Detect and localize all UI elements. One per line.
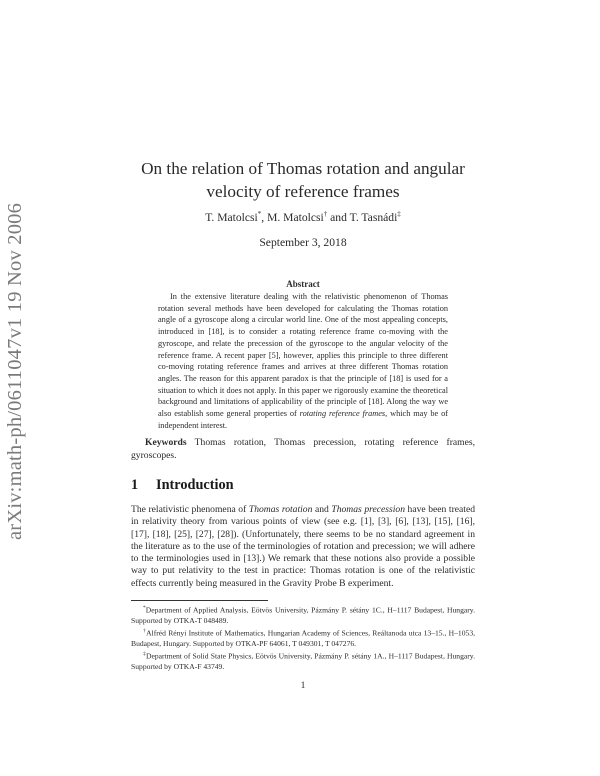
author-name: M. Matolcsi bbox=[267, 210, 324, 224]
intro-text-part: and bbox=[312, 504, 332, 515]
keywords-paragraph bbox=[131, 436, 475, 462]
footnote bbox=[131, 626, 475, 649]
author-separator: and bbox=[327, 210, 350, 224]
abstract-heading: Abstract bbox=[286, 279, 320, 289]
footnotes bbox=[131, 603, 475, 672]
page-number: 1 bbox=[300, 680, 306, 691]
author-name: T. Tasnádi bbox=[349, 210, 398, 224]
introduction-paragraph bbox=[131, 504, 475, 590]
intro-text-part: have been treated in relativity theory from various points of view (see e.g. [1], [3], [6], [13], [15], [16], [17], [18], [25], [27], [28]). (Unfortunately, there seems to be no standard agreement in the literature as to the use of the terminologies of rotation and precession; we will adhere to the terminologies used in [13].) We remark that these notions also provide a possible way to put relativity to the test in practice: Thomas rotation is one of the relativistic effects currently being measured in the Gravity Probe B experiment. bbox=[131, 504, 475, 589]
author-footnote-mark: † bbox=[323, 210, 328, 218]
footnote bbox=[131, 649, 475, 672]
footnote-text: Department of Applied Analysis, Eötvös University, Pázmány P. sétány 1C., H–1117 Budapest, Hungary. Supported by OTKA-T 048489. bbox=[131, 605, 475, 625]
intro-text-part: The relativistic phenomena of bbox=[131, 504, 249, 515]
section-number: 1 bbox=[131, 477, 139, 493]
intro-emphasis: Thomas rotation bbox=[248, 504, 313, 515]
footnote-text: Department of Solid State Physics, Eötvös University, Pázmány P. sétány 1A., H–1117 Budapest, Hungary. Supported by OTKA-F 43749. bbox=[131, 651, 475, 672]
section-heading-introduction bbox=[131, 477, 234, 494]
author-footnote-mark: ‡ bbox=[397, 210, 401, 218]
keywords-text: Thomas rotation, Thomas precession, rotating reference frames, gyroscopes. bbox=[131, 437, 475, 461]
title-line-2: velocity of reference frames bbox=[206, 182, 400, 201]
footnote-mark: * bbox=[143, 605, 146, 611]
paper-title bbox=[131, 157, 475, 203]
keywords-label: Keywords bbox=[145, 437, 187, 448]
section-title: Introduction bbox=[156, 477, 234, 493]
footnote-mark: ‡ bbox=[143, 651, 147, 658]
intro-emphasis: Thomas precession bbox=[331, 504, 405, 515]
abstract-text-part: In the extensive literature dealing with the relativistic phenomenon of Thomas rotation several methods have been developed for calculating the Thomas rotation angle of a gyroscope along a circular world line. One of the most appealing concepts, introduced in [18], is to consider a rotating reference frame co-moving with the gyroscope, and relate the precession of the gyroscope to the angular velocity of the reference frame. A recent paper [5], however, applies this principle to three different co-moving rotating reference frames and arrives at three different Thomas rotation angles. The reason for this apparent paradox is that the principle of [18] is used for a situation to which it does not apply. In this paper we rigorously examine the theoretical background and limitations of applicability of the principle of [18]. Along the way we also establish some general properties of bbox=[158, 292, 448, 419]
abstract-text-part: , which may be of independent interest. bbox=[158, 409, 448, 430]
arxiv-identifier-stamp: arXiv:math-ph/0611047v1 19 Nov 2006 bbox=[4, 202, 26, 540]
footnote-text: Alfréd Rényi Institute of Mathematics, Hungarian Academy of Sciences, Reáltanoda utca 13–15., H–1053, Budapest, Hungary. Supported by OTKA-PF 64061, T 049301, T 047276. bbox=[131, 628, 476, 648]
paper-date: September 3, 2018 bbox=[259, 236, 347, 249]
author-separator: , bbox=[261, 210, 268, 224]
author-list bbox=[131, 210, 475, 224]
footnote-divider bbox=[131, 600, 268, 601]
author-name: T. Matolcsi bbox=[205, 210, 258, 224]
abstract-text bbox=[158, 291, 448, 431]
title-line-1: On the relation of Thomas rotation and angular bbox=[141, 159, 465, 178]
author-footnote-mark: * bbox=[257, 210, 262, 218]
footnote bbox=[131, 603, 475, 626]
abstract-emphasis: rotating reference frames bbox=[299, 409, 386, 419]
footnote-mark: † bbox=[143, 628, 147, 635]
